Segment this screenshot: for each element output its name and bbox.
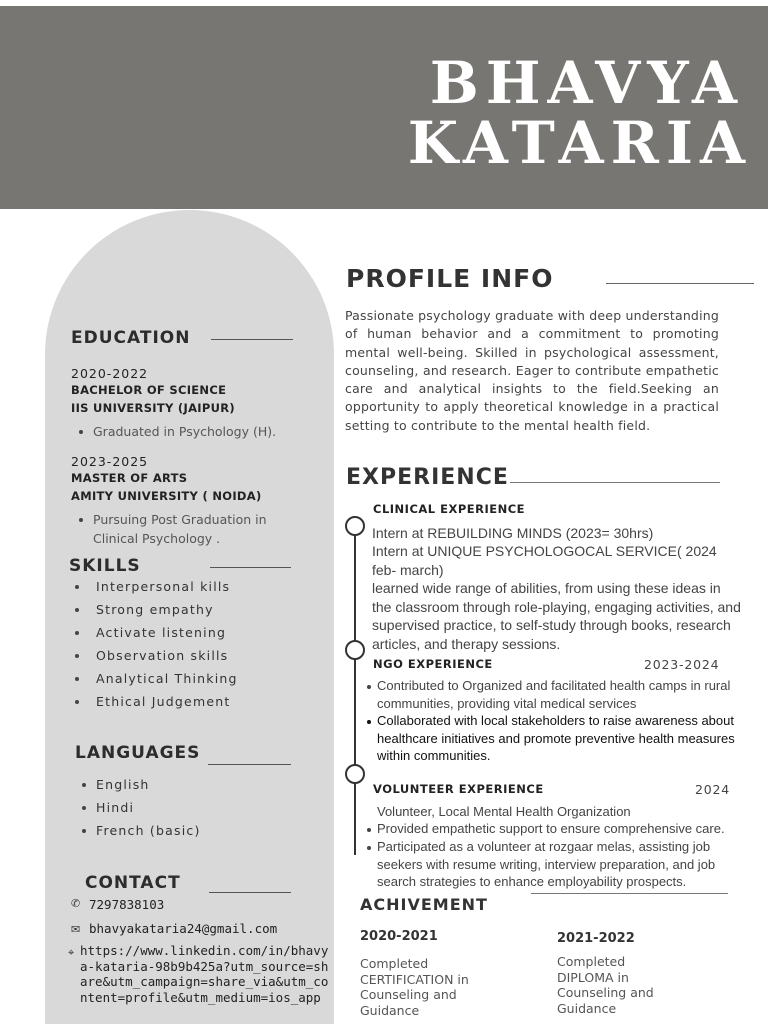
bullet-dot — [75, 654, 79, 658]
education-degree: BACHELOR OF SCIENCE — [71, 383, 227, 397]
bullet-dot — [82, 829, 86, 833]
volunteer-date: 2024 — [695, 782, 731, 797]
email-address[interactable]: bhavyakataria24@gmail.com — [89, 921, 278, 936]
bullet-dot — [75, 700, 79, 704]
contact-divider — [209, 892, 291, 893]
volunteer-bullet: Participated as a volunteer at rozgaar melas, assisting job seekers with resume writing, interview preparation, and job search strategies to enhance employability prospects. — [377, 839, 716, 889]
bullet-dot — [367, 846, 371, 850]
linkedin-url[interactable]: https://www.linkedin.com/in/bhavya-kataria-98b9b425a?utm_source=share&utm_campaign=share_via&utm_content=profile&utm_medium=ios_app — [80, 943, 329, 1005]
timeline-node — [345, 640, 365, 660]
achievement-divider — [531, 893, 728, 894]
last-name: KATARIA — [407, 109, 752, 177]
timeline-node — [345, 764, 365, 784]
skill-item: Interpersonal kills — [96, 579, 231, 594]
skill-item: Ethical Judgement — [96, 694, 231, 709]
bullet-dot — [82, 783, 86, 787]
mail-icon: ✉ — [71, 923, 81, 936]
profile-summary: Passionate psychology graduate with deep understanding of human behavior and a commitment to promoting mental well-being. Skilled in psychological assessment, counseling, and research. Eager to contribute empathetic care and analytical insights to the field.Seeking an opportunity to apply theoretical knowledge in a practical setting to contribute to the mental health field. — [345, 308, 719, 433]
bullet-dot — [75, 608, 79, 612]
experience-divider — [510, 482, 720, 483]
volunteer-bullet: Provided empathetic support to ensure comprehensive care. — [377, 821, 725, 836]
skills-title: SKILLS — [69, 556, 141, 576]
achievement-year: 2020-2021 — [360, 929, 438, 944]
achievement-text: Completed CERTIFICATION in Counseling and Guidance — [360, 956, 469, 1018]
volunteer-role: Volunteer, Local Mental Health Organization — [377, 804, 631, 819]
languages-title: LANGUAGES — [75, 743, 201, 763]
ngo-date: 2023-2024 — [644, 657, 720, 672]
bullet-dot — [367, 685, 371, 689]
education-years: 2020-2022 — [71, 366, 149, 381]
skill-item: Observation skills — [96, 648, 229, 663]
bullet-dot — [82, 806, 86, 810]
clinical-experience-title: CLINICAL EXPERIENCE — [373, 502, 526, 516]
clinical-description: learned wide range of abilities, from using these ideas in the classroom through role-playing, engaging activities, and supervised practice, to self-study through books, research articles, and therapy sessions. — [372, 580, 741, 653]
language-item: English — [96, 777, 150, 792]
skill-item: Analytical Thinking — [96, 671, 238, 686]
ngo-bullet: Contributed to Organized and facilitated health camps in rural communities, providing vital medical services — [377, 678, 731, 711]
experience-title: EXPERIENCE — [346, 465, 509, 490]
phone-number[interactable]: 7297838103 — [89, 897, 165, 912]
achievement-title: ACHIVEMENT — [360, 895, 488, 914]
ngo-experience-title: NGO EXPERIENCE — [373, 657, 493, 671]
education-school: IIS UNIVERSITY (JAIPUR) — [71, 401, 235, 415]
volunteer-experience-title: VOLUNTEER EXPERIENCE — [373, 782, 544, 796]
timeline-node — [345, 516, 365, 536]
bullet-dot — [75, 677, 79, 681]
education-divider — [211, 339, 293, 340]
bullet-dot — [79, 518, 83, 522]
education-degree: MASTER OF ARTS — [71, 471, 188, 485]
experience-timeline — [354, 525, 356, 855]
education-school: AMITY UNIVERSITY ( NOIDA) — [71, 489, 262, 503]
phone-icon: ✆ — [71, 897, 81, 910]
bullet-dot — [367, 828, 371, 832]
achievement-text: Completed DIPLOMA in Counseling and Guidance — [557, 954, 654, 1016]
bullet-dot — [79, 430, 83, 434]
bullet-dot — [367, 720, 371, 724]
profile-title: PROFILE INFO — [346, 264, 554, 293]
header-banner — [0, 6, 768, 209]
language-item: Hindi — [96, 800, 135, 815]
ngo-bullet: Collaborated with local stakeholders to raise awareness about healthcare initiatives and promote preventive health measures within communities. — [377, 713, 735, 763]
skill-item: Strong empathy — [96, 602, 214, 617]
achievement-year: 2021-2022 — [557, 931, 635, 946]
education-title: EDUCATION — [71, 328, 191, 348]
bullet-dot — [75, 585, 79, 589]
clinical-line-1: Intern at REBUILDING MINDS (2023= 30hrs) — [372, 525, 654, 541]
profile-divider — [606, 283, 754, 284]
clinical-line-2: Intern at UNIQUE PSYCHOLOGOCAL SERVICE( 2024 feb- march) — [372, 543, 717, 578]
education-note: Pursuing Post Graduation in Clinical Psychology . — [93, 512, 267, 546]
education-note: Graduated in Psychology (H). — [93, 424, 277, 439]
skills-divider — [210, 567, 291, 568]
language-item: French (basic) — [96, 823, 201, 838]
link-icon: ⌖ — [68, 946, 75, 959]
skill-item: Activate listening — [96, 625, 227, 640]
first-name: BHAVYA — [429, 49, 744, 117]
bullet-dot — [75, 631, 79, 635]
contact-title: CONTACT — [85, 873, 181, 893]
education-years: 2023-2025 — [71, 454, 149, 469]
languages-divider — [208, 764, 291, 765]
